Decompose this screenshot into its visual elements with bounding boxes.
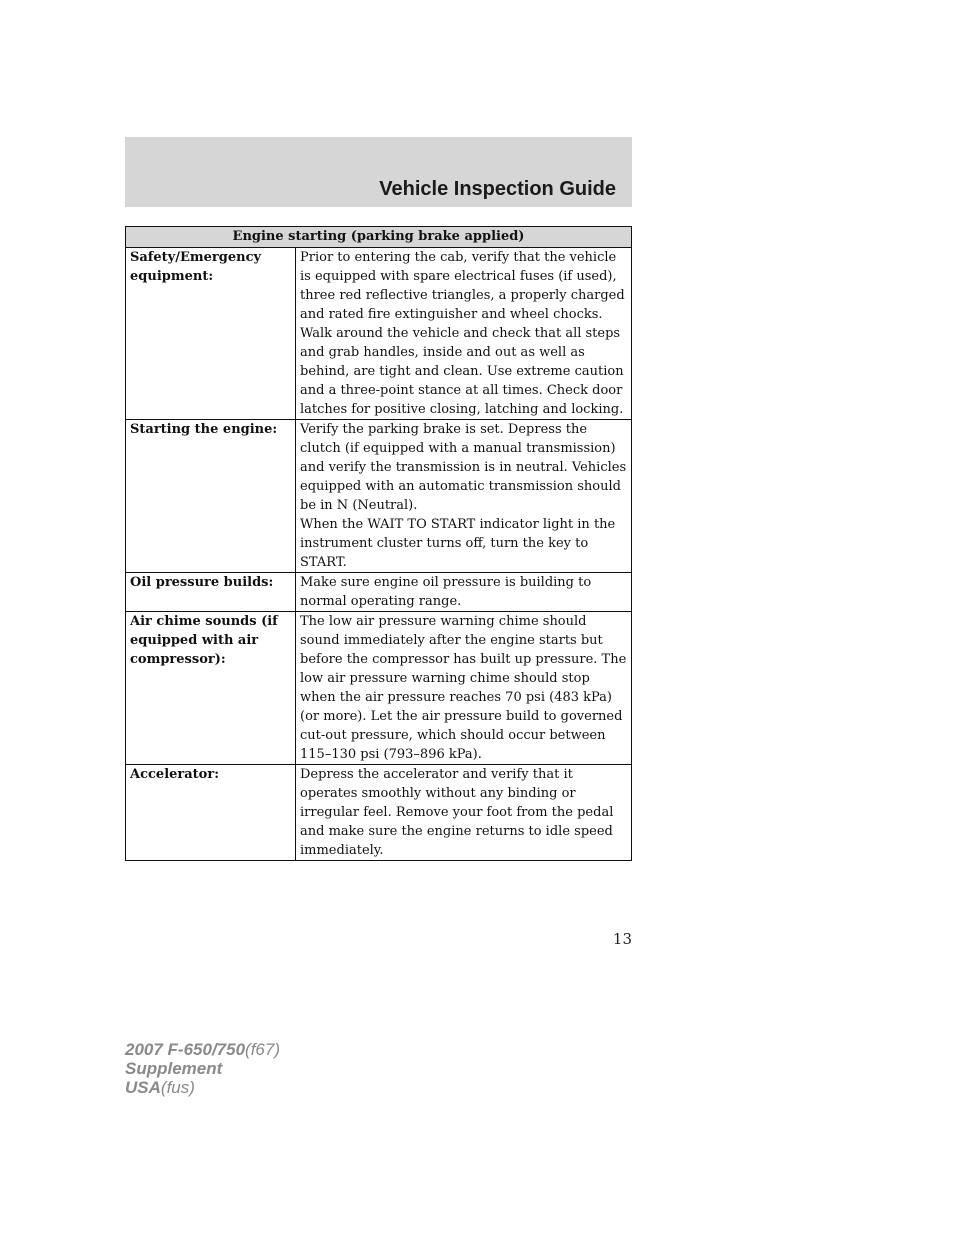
table-title: Engine starting (parking brake applied): [126, 227, 632, 248]
footer-model-code: (f67): [245, 1040, 281, 1059]
row-term: Accelerator:: [126, 765, 296, 861]
footer-region-code: (fus): [160, 1078, 195, 1097]
document-footer: [125, 1040, 280, 1097]
row-description: The low air pressure warning chime should sound immediately after the engine starts but before the compressor has built up pressure. The low air pressure warning chime should stop when the air pressure reaches 70 psi (483 kPa) (or more). Let the air pressure build to governed cut-out pressure, which should occur between 115–130 psi (793–896 kPa).: [296, 612, 632, 765]
row-description: Depress the accelerator and verify that it operates smoothly without any binding or irregular feel. Remove your foot from the pedal and make sure the engine returns to idle speed immediately.: [296, 765, 632, 861]
footer-doc-type: Supplement: [125, 1059, 223, 1078]
footer-region: USA: [125, 1078, 161, 1097]
row-description: [296, 420, 632, 573]
row-term: Starting the engine:: [126, 420, 296, 573]
row-description-paragraph: Verify the parking brake is set. Depress the clutch (if equipped with a manual transmission) and verify the transmission is in neutral. Vehicles equipped with an automatic transmission should be in N (Neutral).: [300, 422, 627, 513]
page-number: 13: [612, 930, 632, 948]
table-row: [126, 765, 632, 861]
row-description-paragraph: When the WAIT TO START indicator light in the instrument cluster turns off, turn the key to START.: [300, 517, 616, 570]
table-row: [126, 420, 632, 573]
table-title-row: [126, 227, 632, 248]
footer-model: 2007 F-650/750: [125, 1040, 246, 1059]
table-row: [126, 612, 632, 765]
row-term: Oil pressure builds:: [126, 573, 296, 612]
section-title: Vehicle Inspection Guide: [379, 178, 616, 200]
row-description: Prior to entering the cab, verify that the vehicle is equipped with spare electrical fuses (if used), three red reflective triangles, a properly charged and rated fire extinguisher and wheel chocks. Walk around the vehicle and check that all steps and grab handles, inside and out as well as behind, are tight and clean. Use extreme caution and a three-point stance at all times. Check door latches for positive closing, latching and locking.: [296, 248, 632, 420]
engine-starting-table: [125, 226, 632, 861]
section-header-band: [125, 137, 632, 207]
footer-model-line: [125, 1040, 280, 1059]
row-term: Air chime sounds (if equipped with air compressor):: [126, 612, 296, 765]
row-description: Make sure engine oil pressure is building to normal operating range.: [296, 573, 632, 612]
footer-region-line: [125, 1078, 280, 1097]
row-term: Safety/Emergency equipment:: [126, 248, 296, 420]
table-row: [126, 573, 632, 612]
table-row: [126, 248, 632, 420]
